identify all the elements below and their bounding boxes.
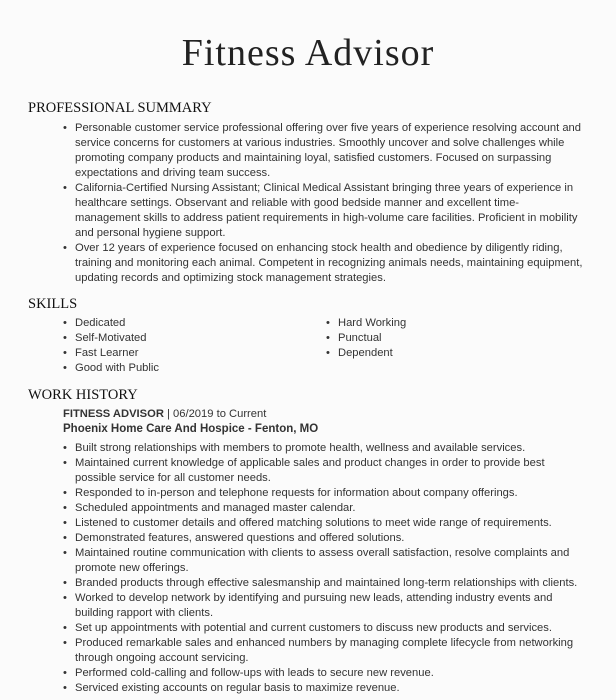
list-item-text: Serviced existing accounts on regular basis to maximize revenue. [75,682,400,694]
work-history-heading: WORK HISTORY [28,387,138,403]
bullet-icon: • [63,332,67,344]
list-item-text: Over 12 years of experience focused on enhancing stock health and obedience by diligently riding, training and monitoring each animal. Competent in recognizing animals needs, maintaining equipment, updating records and optimizing stock management strategies. [75,242,583,284]
skills-heading: SKILLS [28,296,78,312]
bullet-icon: • [63,517,67,529]
skills-list-right [326,316,566,361]
list-item-text: Scheduled appointments and managed master calendar. [75,502,356,514]
list-item [63,636,588,666]
list-item [326,346,566,361]
list-item [63,666,588,681]
list-item-text: Punctual [338,332,382,344]
bullet-icon: • [63,442,67,454]
job-title: FITNESS ADVISOR [63,408,164,420]
bullet-icon: • [63,242,67,254]
bullet-icon: • [63,182,67,194]
list-item-text: Personable customer service professional offering over five years of experience resolving account and service concerns for customers at various industries. Smoothly uncover and solve challenges while promoting company products and maintaining loyal, satisfied customers. Focused on surpassing expectations and driving team success. [75,122,581,179]
list-item-text: Fast Learner [75,347,139,359]
list-item [63,576,588,591]
list-item-text: Self-Motivated [75,332,147,344]
bullet-icon: • [63,502,67,514]
company-name: Phoenix Home Care And Hospice - Fenton, MO [63,423,319,435]
list-item [63,681,588,696]
list-item-text: Branded products through effective salesmanship and maintained long-term relationships with clients. [75,577,578,589]
bullet-icon: • [63,637,67,649]
resume-title: Fitness Advisor [181,32,435,74]
job-dates: 06/2019 to Current [173,408,267,420]
list-item-text: Hard Working [338,317,407,329]
bullet-icon: • [63,622,67,634]
list-item-text: Produced remarkable sales and enhanced numbers by managing complete lifecycle from networking through ongoing account servicing. [75,637,574,664]
list-item [63,501,588,516]
job-title-line [63,407,266,422]
bullet-icon: • [326,317,330,329]
bullet-icon: • [63,667,67,679]
list-item [63,331,303,346]
bullet-icon: • [63,457,67,469]
list-item [63,621,588,636]
list-item [63,241,583,286]
bullet-icon: • [63,547,67,559]
list-item-text: Worked to develop network by identifying and pursuing new leads, attending industry events and building rapport with clients. [75,592,553,619]
list-item-text: Built strong relationships with members to promote health, wellness and available services. [75,442,526,454]
list-item [63,121,583,181]
list-item-text: Demonstrated features, answered questions and offered solutions. [75,532,405,544]
bullet-icon: • [63,362,67,374]
list-item [63,316,303,331]
list-item-text: Dependent [338,347,393,359]
list-item [326,316,566,331]
work-duties-list [63,441,588,696]
bullet-icon: • [63,122,67,134]
bullet-icon: • [63,577,67,589]
list-item [63,361,303,376]
list-item-text: Responded to in-person and telephone requests for information about company offerings. [75,487,518,499]
list-item [63,516,588,531]
list-item-text: Performed cold-calling and follow-ups with leads to secure new revenue. [75,667,434,679]
list-item-text: Set up appointments with potential and current customers to discuss new products and services. [75,622,552,634]
bullet-icon: • [63,347,67,359]
bullet-icon: • [63,317,67,329]
bullet-icon: • [63,592,67,604]
list-item [63,346,303,361]
list-item-text: Good with Public [75,362,159,374]
list-item [63,456,588,486]
list-item-text: Listened to customer details and offered matching solutions to meet wide range of requirements. [75,517,552,529]
list-item-text: Maintained routine communication with clients to assess overall satisfaction, resolve complaints and promote new offerings. [75,547,570,574]
bullet-icon: • [326,347,330,359]
bullet-icon: • [63,532,67,544]
skills-list-left [63,316,303,376]
list-item [63,181,583,241]
list-item-text: California-Certified Nursing Assistant; Clinical Medical Assistant bringing three years of experience in healthcare settings. Observant and reliable with good bedside manner and excellent time-management skills to address patient requirements in high-volume care facilities. Proficient in mobility and personal hygiene support. [75,182,578,239]
list-item-text: Maintained current knowledge of applicable sales and product changes in order to provide best possible service for all customer needs. [75,457,545,484]
summary-heading: PROFESSIONAL SUMMARY [28,100,212,116]
list-item-text: Dedicated [75,317,126,329]
bullet-icon: • [63,682,67,694]
list-item [326,331,566,346]
summary-list [63,121,583,286]
list-item [63,546,588,576]
list-item [63,486,588,501]
separator: | [163,408,174,420]
bullet-icon: • [326,332,330,344]
list-item [63,441,588,456]
list-item [63,531,588,546]
list-item [63,591,588,621]
bullet-icon: • [63,487,67,499]
